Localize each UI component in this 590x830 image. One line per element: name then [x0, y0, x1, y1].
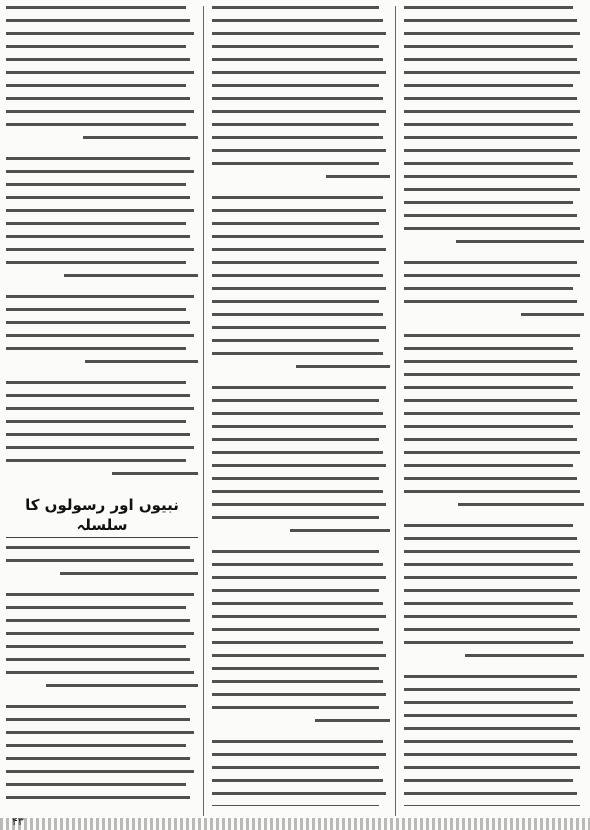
text-line [212, 805, 379, 806]
text-line [404, 300, 577, 303]
text-line [6, 110, 194, 113]
text-line [212, 58, 383, 61]
text-line [404, 563, 573, 566]
text-line [404, 97, 577, 100]
text-line [404, 84, 573, 87]
column-left [6, 6, 198, 806]
text-line [6, 744, 186, 747]
paragraph-gap [404, 253, 584, 259]
text-line [404, 740, 573, 743]
text-line [212, 550, 379, 553]
text-line [6, 770, 194, 773]
text-line [6, 58, 190, 61]
text-line [404, 19, 577, 22]
text-line [6, 261, 186, 264]
text-line [212, 792, 386, 795]
text-line [404, 149, 580, 152]
text-line [404, 6, 573, 9]
text-line [6, 619, 190, 622]
text-line [404, 490, 580, 493]
section-heading: نبیوں اور رسولوں کا سلسلہ [6, 495, 198, 538]
text-line [112, 472, 198, 475]
text-line [6, 783, 186, 786]
text-line [404, 628, 580, 631]
text-line [6, 705, 186, 708]
text-line [212, 563, 383, 566]
text-line [6, 183, 186, 186]
text-line [404, 261, 577, 264]
text-line [6, 321, 190, 324]
text-line [521, 313, 584, 316]
paragraph-gap [6, 585, 198, 591]
text-line [404, 641, 573, 644]
text-line [212, 326, 386, 329]
text-line [6, 6, 186, 9]
text-line [212, 32, 386, 35]
text-line [6, 606, 186, 609]
text-line [315, 719, 390, 722]
text-line [212, 136, 383, 139]
text-line [212, 162, 379, 165]
text-line [212, 451, 383, 454]
paragraph-gap [212, 378, 390, 384]
text-line [6, 757, 190, 760]
text-line [6, 347, 186, 350]
text-line [404, 805, 580, 806]
text-line [6, 308, 186, 311]
text-line [6, 632, 194, 635]
text-line [6, 84, 186, 87]
text-line [212, 71, 386, 74]
text-line [6, 731, 194, 734]
text-line [212, 693, 386, 696]
text-line [404, 188, 580, 191]
text-line [212, 274, 383, 277]
paragraph-gap [212, 188, 390, 194]
text-line [212, 45, 379, 48]
text-line [404, 175, 577, 178]
text-line [212, 339, 379, 342]
text-line [404, 274, 580, 277]
text-line [6, 394, 190, 397]
text-line [6, 97, 190, 100]
text-line [404, 779, 573, 782]
text-line [212, 287, 386, 290]
text-line [404, 615, 577, 618]
text-line [404, 537, 577, 540]
text-line [212, 97, 383, 100]
text-line [6, 658, 190, 661]
text-line [212, 261, 379, 264]
text-line [404, 58, 577, 61]
text-line [212, 680, 383, 683]
text-line [6, 433, 190, 436]
text-line [212, 6, 379, 9]
text-line [6, 295, 194, 298]
text-line [6, 157, 190, 160]
text-line [212, 300, 379, 303]
text-line [212, 84, 379, 87]
text-line [6, 19, 190, 22]
text-line [404, 334, 580, 337]
page-number: ۴۳ [12, 815, 24, 828]
text-line [6, 546, 190, 549]
text-line [212, 313, 383, 316]
text-line [212, 425, 386, 428]
text-line [404, 227, 580, 230]
column-rule-1 [203, 6, 204, 816]
text-line [404, 373, 580, 376]
text-line [212, 576, 386, 579]
text-line [212, 779, 383, 782]
text-line [404, 451, 580, 454]
text-line [296, 365, 390, 368]
text-line [404, 123, 573, 126]
text-line [212, 589, 379, 592]
text-line [6, 196, 190, 199]
paragraph-gap [6, 149, 198, 155]
text-line [212, 149, 386, 152]
text-line [85, 360, 198, 363]
text-line [212, 503, 386, 506]
text-line [212, 196, 383, 199]
text-line [6, 796, 190, 799]
text-line [6, 559, 194, 562]
text-line [404, 110, 580, 113]
text-line [212, 667, 379, 670]
text-line [404, 136, 577, 139]
text-line [458, 503, 584, 506]
text-line [6, 32, 194, 35]
text-line [6, 420, 186, 423]
text-line [6, 209, 194, 212]
text-line [212, 209, 386, 212]
text-line [404, 766, 580, 769]
text-line [6, 71, 194, 74]
paragraph-gap [212, 542, 390, 548]
text-line [212, 248, 386, 251]
text-line [404, 701, 573, 704]
text-line [6, 334, 194, 337]
text-line [212, 654, 386, 657]
text-line [404, 792, 577, 795]
text-line [212, 110, 386, 113]
text-line [404, 464, 573, 467]
text-line [6, 593, 194, 596]
text-line [212, 766, 379, 769]
text-line [404, 71, 580, 74]
column-right [404, 6, 584, 806]
text-line [404, 45, 573, 48]
text-line [404, 688, 580, 691]
paragraph-gap [6, 485, 198, 491]
text-line [6, 222, 186, 225]
text-line [212, 628, 379, 631]
text-line [6, 45, 186, 48]
text-line [404, 399, 577, 402]
text-line [212, 602, 383, 605]
paragraph-gap [212, 732, 390, 738]
text-line [212, 352, 383, 355]
text-line [212, 123, 379, 126]
text-line [212, 753, 386, 756]
text-line [6, 170, 194, 173]
text-line [404, 602, 573, 605]
text-line [404, 753, 577, 756]
paragraph-gap [404, 326, 584, 332]
text-line [6, 446, 194, 449]
text-line [6, 235, 190, 238]
text-line [64, 274, 198, 277]
text-line [326, 175, 390, 178]
text-line [404, 162, 573, 165]
text-line [212, 490, 383, 493]
text-line [404, 386, 573, 389]
text-line [212, 615, 386, 618]
text-line [6, 671, 194, 674]
text-line [290, 529, 390, 532]
text-line [212, 235, 383, 238]
text-line [212, 641, 383, 644]
text-line [404, 360, 577, 363]
paragraph-gap [6, 287, 198, 293]
column-rule-2 [395, 6, 396, 816]
text-line [6, 407, 194, 410]
text-line [212, 477, 379, 480]
footer-band [0, 818, 590, 830]
text-line [404, 524, 573, 527]
text-line [212, 19, 383, 22]
text-line [6, 123, 186, 126]
text-line [6, 248, 194, 251]
text-line [404, 347, 573, 350]
text-line [404, 412, 580, 415]
text-line [6, 718, 190, 721]
text-line [6, 645, 186, 648]
text-line [83, 136, 198, 139]
paragraph-gap [404, 516, 584, 522]
text-line [465, 654, 584, 657]
text-line [404, 477, 577, 480]
text-line [404, 576, 577, 579]
text-line [404, 727, 580, 730]
text-line [212, 706, 379, 709]
text-line [404, 32, 580, 35]
text-line [404, 438, 577, 441]
text-line [212, 399, 379, 402]
paragraph-gap [6, 373, 198, 379]
text-line [456, 240, 584, 243]
text-line [404, 425, 573, 428]
text-line [212, 386, 386, 389]
text-line [212, 516, 379, 519]
column-middle [212, 6, 390, 806]
text-line [404, 201, 573, 204]
text-line [404, 550, 580, 553]
text-line [404, 589, 580, 592]
text-line [212, 464, 386, 467]
text-line [6, 381, 186, 384]
text-line [46, 684, 198, 687]
text-line [212, 740, 383, 743]
text-line [212, 412, 383, 415]
text-line [404, 675, 577, 678]
text-line [404, 214, 577, 217]
text-line [404, 714, 577, 717]
text-line [212, 222, 379, 225]
text-line [60, 572, 198, 575]
text-line [212, 438, 379, 441]
paragraph-gap [404, 667, 584, 673]
paragraph-gap [6, 697, 198, 703]
text-line [404, 287, 573, 290]
text-line [6, 459, 186, 462]
